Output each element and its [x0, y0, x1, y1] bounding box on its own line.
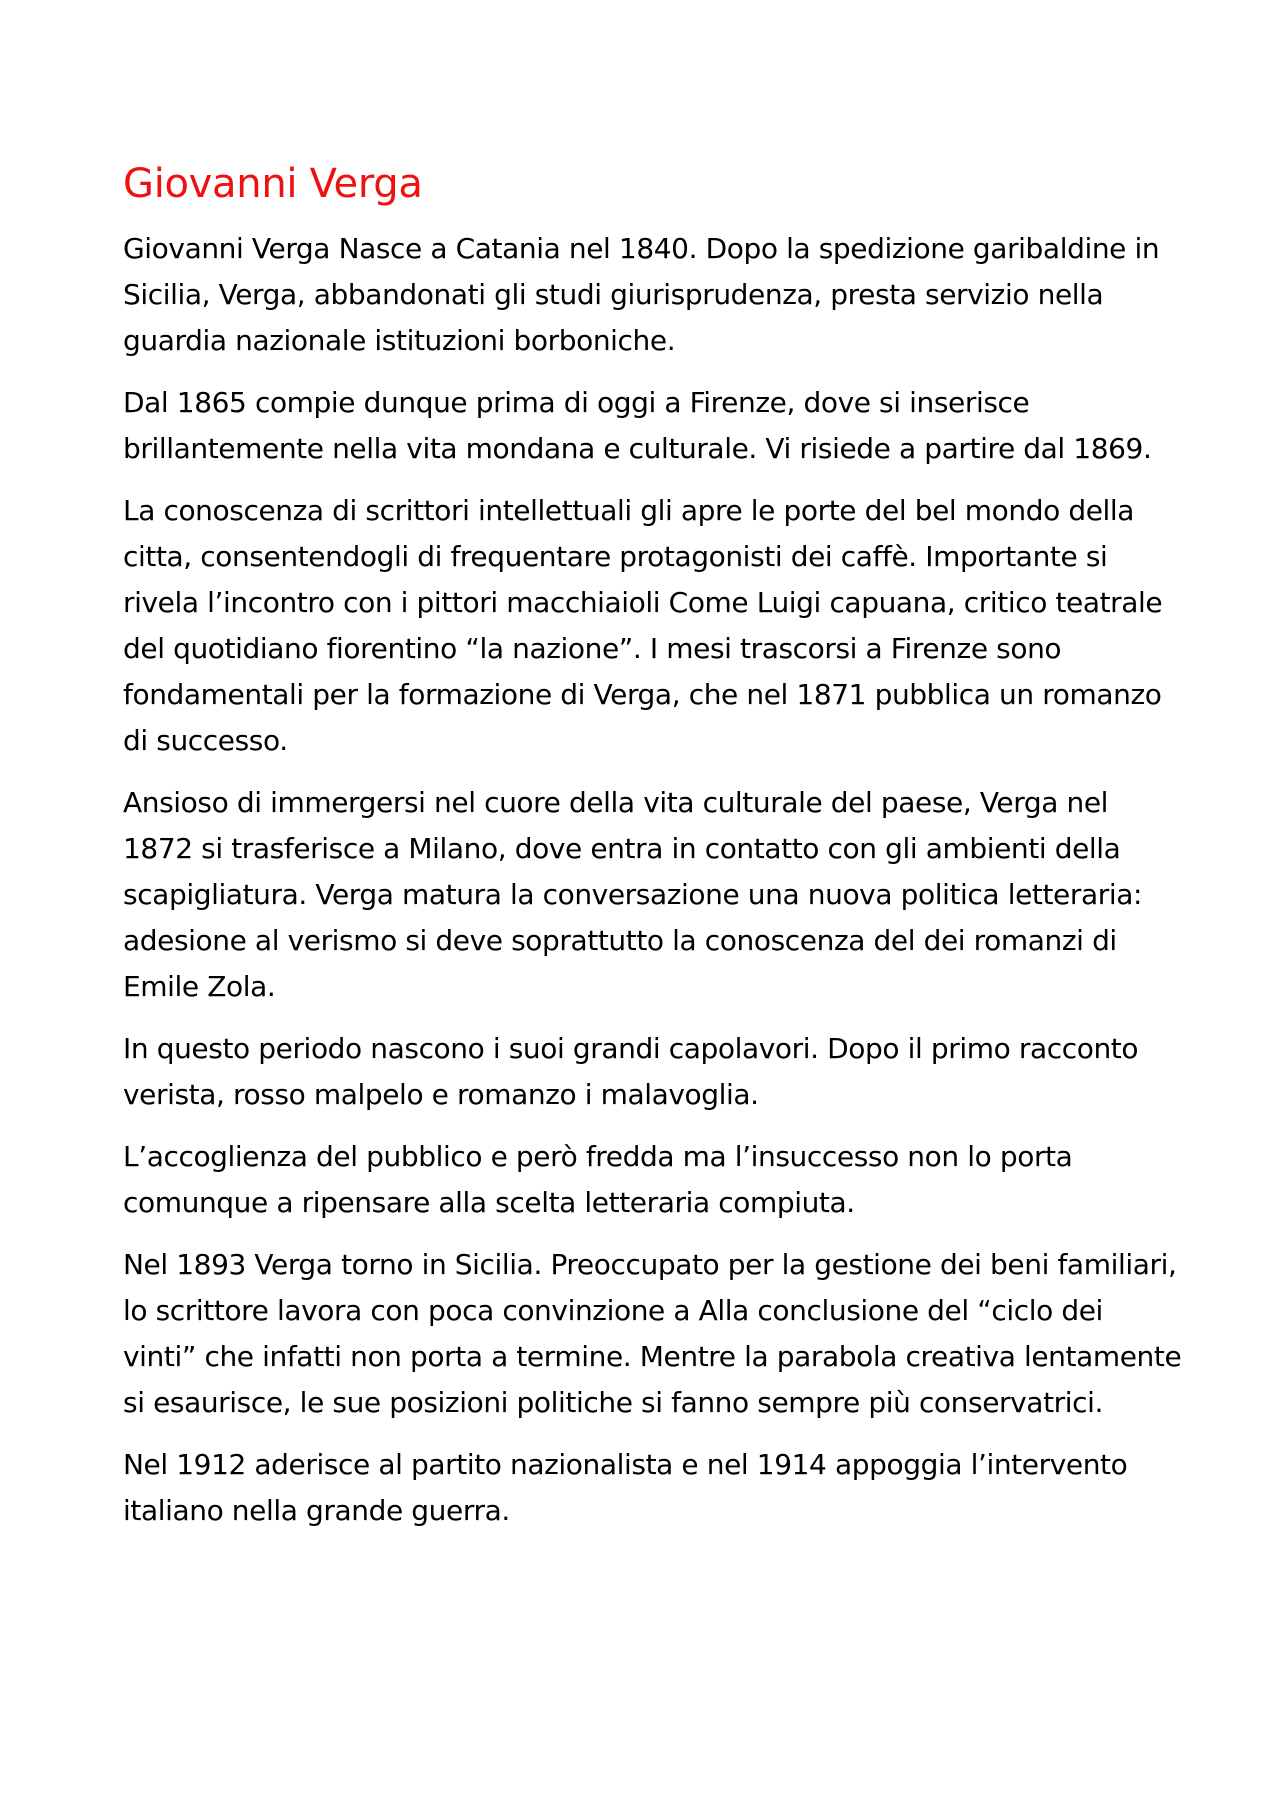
paragraph-return-sicily: Nel 1893 Verga torno in Sicilia. Preoccupato per la gestione dei beni familiari, lo scrittore lavora con poca convinzione a Alla conclusione del “ciclo dei vinti” che infatti non porta a termine. Mentre la parabola creativa lentamente si esaurisce, le sue posizioni politiche si fanno sempre più conservatrici. — [123, 1248, 1182, 1419]
paragraph-masterpieces: In questo periodo nascono i suoi grandi capolavori. Dopo il primo racconto verista, rosso malpelo e romanzo i malavoglia. — [123, 1032, 1139, 1111]
paragraph-florence-arrival: Dal 1865 compie dunque prima di oggi a Firenze, dove si inserisce brillantemente nella vita mondana e culturale. Vi risiede a partire dal 1869. — [123, 386, 1152, 465]
paragraph-nationalism: Nel 1912 aderisce al partito nazionalista e nel 1914 appoggia l’intervento italiano nella grande guerra. — [123, 1448, 1128, 1527]
paragraph-milan: Ansioso di immergersi nel cuore della vita culturale del paese, Verga nel 1872 si trasferisce a Milano, dove entra in contatto con gli ambienti della scapigliatura. Verga matura la conversazione una nuova politica letteraria: adesione al verismo si deve soprattutto la conoscenza del dei romanzi di Emile Zola. — [123, 786, 1143, 1003]
paragraph-birth: Giovanni Verga Nasce a Catania nel 1840. Dopo la spedizione garibaldine in Sicilia, Verga, abbandonati gli studi giurisprudenza, presta servizio nella guardia nazionale istituzioni borboniche. — [123, 232, 1160, 357]
paragraph-florence-years: La conoscenza di scrittori intellettuali gli apre le porte del bel mondo della citta, consentendogli di frequentare protagonisti dei caffè. Importante si rivela l’incontro con i pittori macchiaioli Come Luigi capuana, critico teatrale del quotidiano fiorentino “la nazione”. I mesi trascorsi a Firenze sono fondamentali per la formazione di Verga, che nel 1871 pubblica un romanzo di successo. — [123, 494, 1163, 757]
paragraph-reception: L’accoglienza del pubblico e però fredda ma l’insuccesso non lo porta comunque a ripensare alla scelta letteraria compiuta. — [123, 1140, 1073, 1219]
document-body — [123, 160, 1183, 1550]
document-title: Giovanni Verga — [123, 161, 423, 207]
